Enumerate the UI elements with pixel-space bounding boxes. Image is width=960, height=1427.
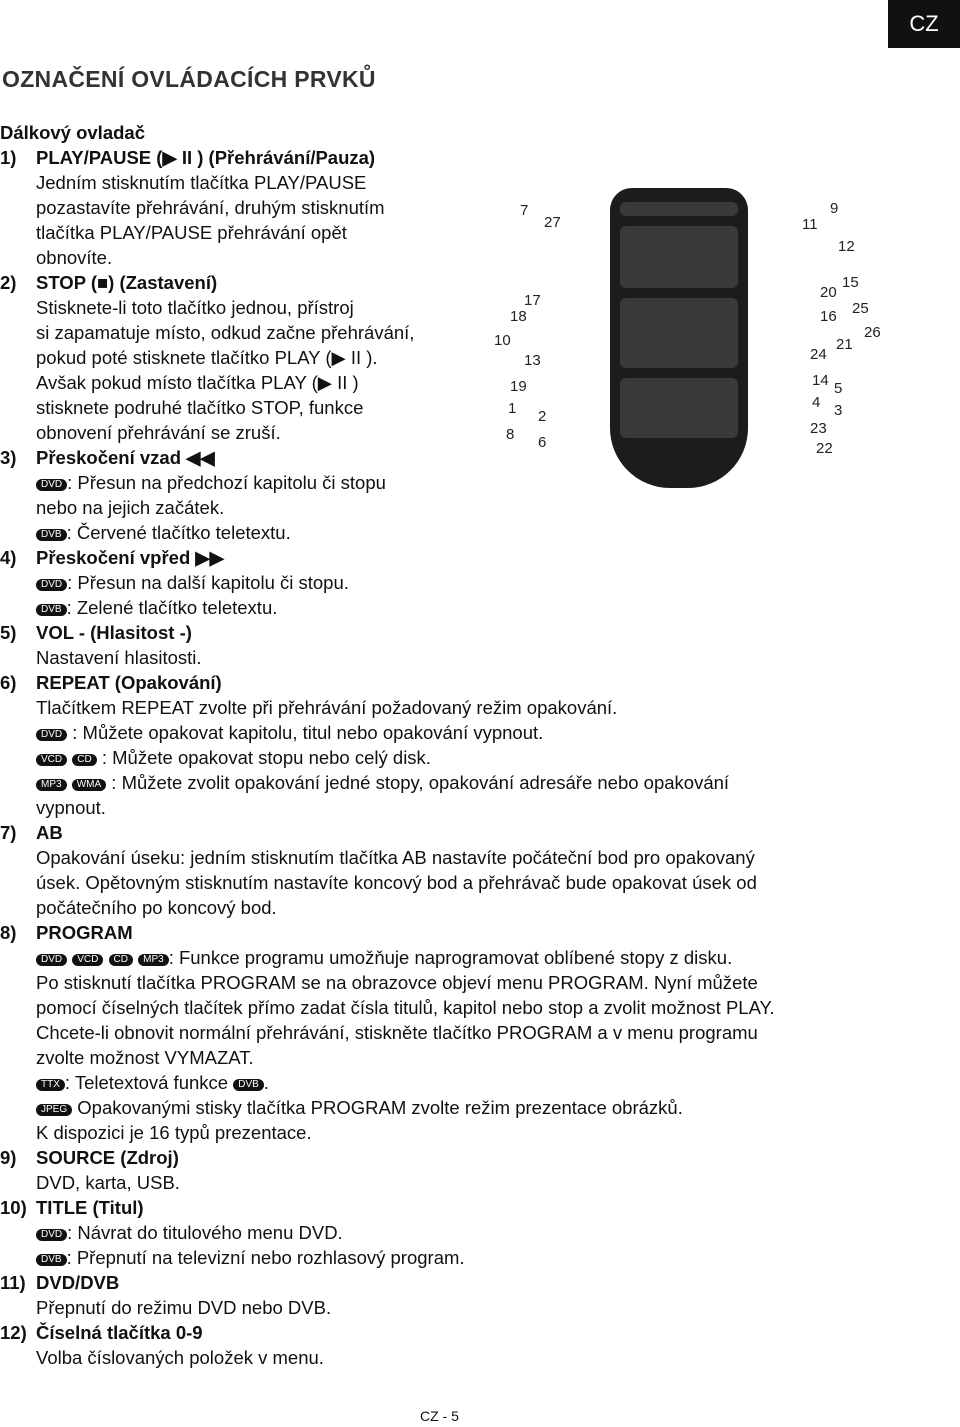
jpeg-badge: JPEG: [36, 1104, 72, 1116]
item-1: 1) PLAY/PAUSE (▶ II ) (Přehrávání/Pauza) Jedním stisknutím tlačítka PLAY/PAUSE pozastavíte přehrávání, druhým stisknutím tlačítka PLAY/PAUSE přehrávání opět obnovíte.: [0, 147, 385, 268]
ttx-badge: TTX: [36, 1079, 65, 1091]
remote-playback-keys: [620, 378, 738, 438]
remote-number-pad: [620, 226, 738, 288]
remote-top-row: [620, 202, 738, 216]
callout: 25: [852, 300, 869, 317]
callout: 2: [538, 408, 547, 425]
cd-badge: CD: [72, 754, 96, 766]
callout: 27: [544, 214, 561, 231]
item-2: 2) STOP (■) (Zastavení) Stisknete-li toto tlačítko jednou, přístroj si zapamatuje místo, odkud začne přehrávání, pokud poté stisknete tlačítko PLAY (▶ II ). Avšak pokud místo tlačítka PLAY (▶ II ) stisknete podruhé tlačítko STOP, funkce obnovení přehrávání se zruší.: [0, 272, 415, 443]
callout: 4: [812, 394, 821, 411]
page-footer: CZ - 5: [420, 1408, 459, 1424]
callout: 8: [506, 426, 515, 443]
vcd-badge: VCD: [72, 954, 103, 966]
dvd-badge: DVD: [36, 1229, 67, 1241]
callout: 10: [494, 332, 511, 349]
callout: 1: [508, 400, 517, 417]
item-12: 12) Číselná tlačítka 0-9 Volba číslovaných položek v menu.: [0, 1322, 324, 1368]
item-3: 3) Přeskočení vzad ◀◀ DVD : Přesun na předchozí kapitolu či stopu nebo na jejich začátek. DVB : Červené tlačítko teletextu.: [0, 447, 386, 543]
callout: 21: [836, 336, 853, 353]
wma-badge: WMA: [72, 779, 106, 791]
callout: 12: [838, 238, 855, 255]
callout: 9: [830, 200, 839, 217]
callout: 6: [538, 434, 547, 451]
callout: 13: [524, 352, 541, 369]
dvb-badge: DVB: [36, 604, 67, 616]
callout: 16: [820, 308, 837, 325]
subheading: Dálkový ovladač: [0, 122, 145, 143]
dvb-badge: DVB: [36, 529, 67, 541]
dvd-badge: DVD: [36, 729, 67, 741]
item-10: 10) TITLE (Titul) DVD : Návrat do titulového menu DVD. DVB : Přepnutí na televizní nebo rozhlasový program.: [0, 1197, 465, 1268]
dvd-badge: DVD: [36, 479, 67, 491]
callout: 24: [810, 346, 827, 363]
cd-badge: CD: [109, 954, 133, 966]
page-title: OZNAČENÍ OVLÁDACÍCH PRVKŮ: [2, 66, 376, 92]
remote-menu-keys: [620, 298, 738, 368]
callout: 18: [510, 308, 527, 325]
callout: 11: [802, 216, 818, 233]
callout: 5: [834, 380, 843, 397]
callout: 20: [820, 284, 837, 301]
remote-control-image: [610, 188, 748, 488]
dvd-badge: DVD: [36, 954, 67, 966]
dvb-badge: DVB: [36, 1254, 67, 1266]
callout: 19: [510, 378, 527, 395]
callout: 23: [810, 420, 827, 437]
callout: 15: [842, 274, 859, 291]
vcd-badge: VCD: [36, 754, 67, 766]
mp3-badge: MP3: [138, 954, 169, 966]
callout: 3: [834, 402, 843, 419]
item-9: 9) SOURCE (Zdroj) DVD, karta, USB.: [0, 1147, 180, 1193]
item-7: 7) AB Opakování úseku: jedním stisknutím tlačítka AB nastavíte počáteční bod pro opakovaný úsek. Opětovným stisknutím nastavíte koncový bod a přehrávač bude opakovat úsek od počátečního po koncový bod.: [0, 822, 757, 918]
item-8: 8) PROGRAM DVD VCD CD MP3 : Funkce programu umožňuje naprogramovat oblíbené stopy z disku. Po stisknutí tlačítka PROGRAM se na obrazovce objeví menu PROGRAM. Nyní můžete pomocí číselných tlačítek přímo zadat čísla titulů, kapitol nebo stop a zvolit možnost PLAY. Chcete-li obnovit normální přehrávání, stiskněte tlačítko PROGRAM a v menu programu zvolte možnost VYMAZAT. TTX : Teletextová funkce DVB . JPEG Opakovanými stisky tlačítka PROGRAM zvolte režim prezentace obrázků. K dispozici je 16 typů prezentace.: [0, 922, 775, 1143]
mp3-badge: MP3: [36, 779, 67, 791]
item-4: 4) Přeskočení vpřed ▶▶ DVD : Přesun na další kapitolu či stopu. DVB : Zelené tlačítko teletextu.: [0, 547, 349, 618]
remote-diagram: [480, 188, 880, 498]
callout: 14: [812, 372, 829, 389]
dvb-badge: DVB: [233, 1079, 264, 1091]
callout: 17: [524, 292, 541, 309]
callout: 7: [520, 202, 529, 219]
item-11: 11) DVD/DVB Přepnutí do režimu DVD nebo DVB.: [0, 1272, 332, 1318]
item-6: 6) REPEAT (Opakování) Tlačítkem REPEAT zvolte při přehrávání požadovaný režim opakování. DVD : Můžete opakovat kapitolu, titul nebo opakování vypnout. VCD CD : Můžete opakovat stopu nebo celý disk. MP3 WMA : Můžete zvolit opakování jedné stopy, opakování adresáře nebo opakování vypnout.: [0, 672, 730, 818]
language-tab: CZ: [888, 0, 960, 48]
item-5: 5) VOL - (Hlasitost -) Nastavení hlasitosti.: [0, 622, 202, 668]
callout: 26: [864, 324, 881, 341]
dvd-badge: DVD: [36, 579, 67, 591]
callout: 22: [816, 440, 833, 457]
